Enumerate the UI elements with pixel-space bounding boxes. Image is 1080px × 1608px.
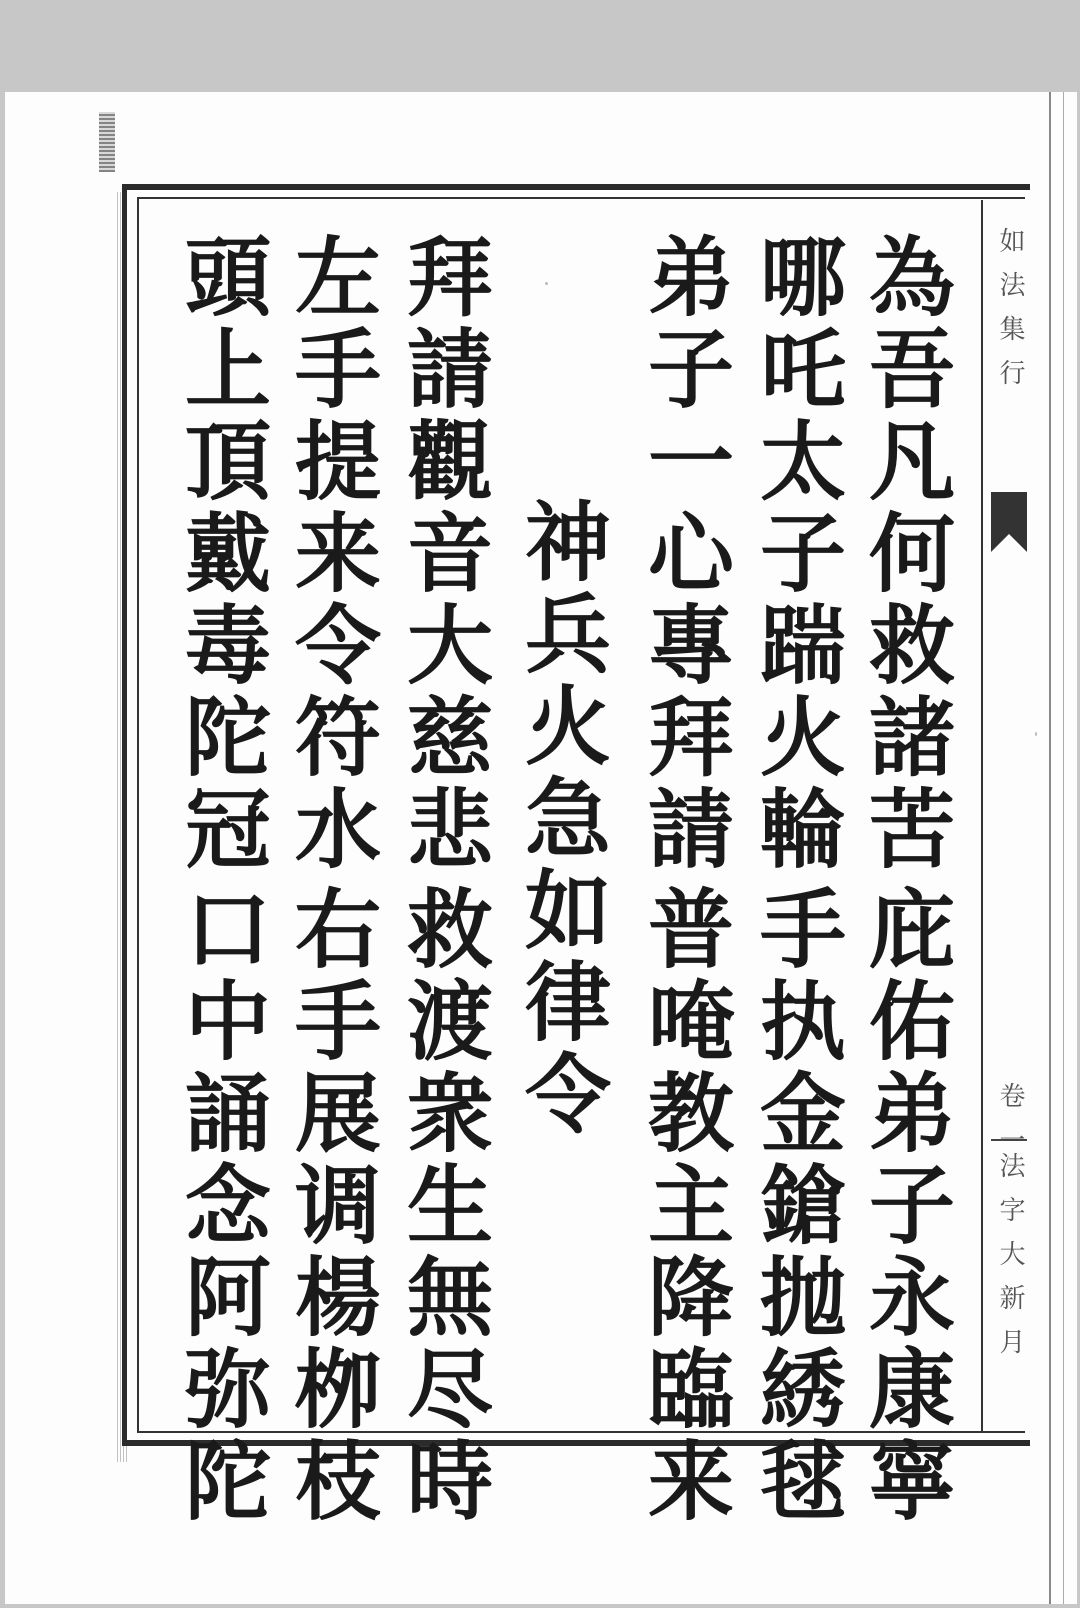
scan-speck xyxy=(1035,732,1037,736)
center-fold-title: 如法集行 xyxy=(995,227,1025,403)
page-edge-line xyxy=(1049,92,1051,1604)
verse-column-1-upper: 為吾凡何救諸苦 xyxy=(854,232,955,876)
verse-column-5-upper: 拜請觀音大慈悲 xyxy=(392,232,493,876)
center-fold-footer: 法字大新月 xyxy=(995,1152,1025,1372)
verse-column-2-lower: 手执金鎗抛綉毬 xyxy=(745,884,846,1528)
verse-column-1-lower: 庇佑弟子永康寧 xyxy=(854,884,955,1528)
center-fold-line xyxy=(981,200,983,1432)
verse-column-2-upper: 哪吒太子踹火輪 xyxy=(745,232,846,876)
verse-column-7-upper: 頭上頂戴毒陀冠 xyxy=(170,232,271,876)
scan-speck xyxy=(545,282,548,285)
verse-column-3-lower: 普唵教主降臨来 xyxy=(633,884,734,1528)
verse-column-5-lower: 救渡衆生無尽時 xyxy=(392,884,493,1528)
page-edge-line-outer xyxy=(1063,92,1064,1604)
verse-column-6-upper: 左手提来令符水 xyxy=(280,232,381,876)
verse-column-7-lower: 口中誦念阿弥陀 xyxy=(170,884,271,1528)
scanned-page xyxy=(5,92,1077,1604)
binding-edge xyxy=(99,112,115,172)
verse-column-4-incantation: 神兵火急如律令 xyxy=(510,497,611,1141)
verse-column-6-lower: 右手展调楊栁枝 xyxy=(280,884,381,1528)
center-fold-volume: 卷一 xyxy=(995,1082,1025,1170)
verse-column-3-upper: 弟子一心專拜請 xyxy=(633,232,734,876)
